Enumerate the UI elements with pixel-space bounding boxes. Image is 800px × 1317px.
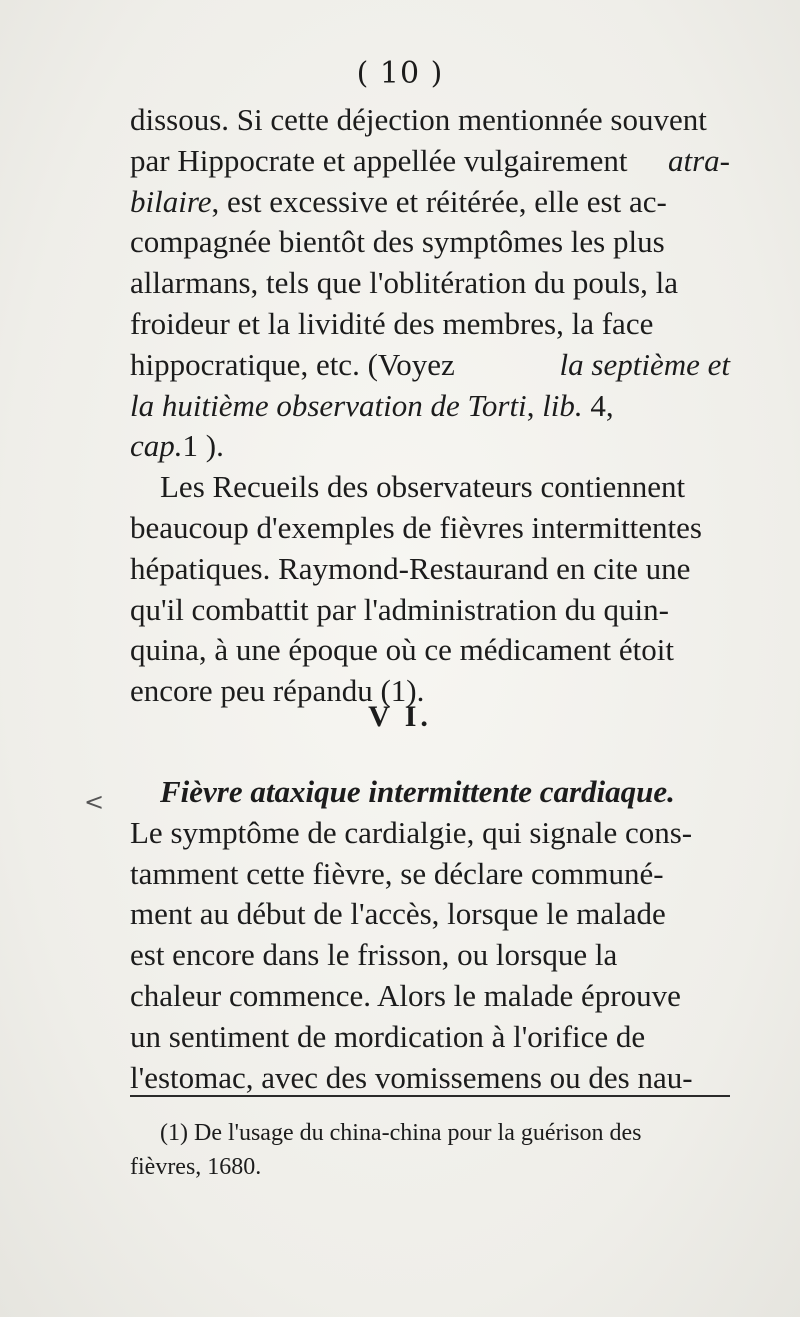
- footnote-line: fièvres, 1680.: [130, 1154, 262, 1180]
- text-line: chaleur commence. Alors le malade éprouve: [130, 977, 681, 1013]
- text-line: Le symptôme de cardialgie, qui signale cons-: [130, 814, 693, 850]
- text-line: la huitième observation de Torti, lib. 4,: [130, 387, 614, 423]
- text-line: l'estomac, avec des vomissemens ou des nau-: [130, 1059, 693, 1095]
- paragraph-3: [130, 772, 730, 1098]
- footnote: [130, 1116, 730, 1184]
- text-line: hépatiques. Raymond-Restaurand en cite une: [130, 550, 691, 586]
- text-line: bilaire, est excessive et réitérée, elle est ac-: [130, 183, 667, 219]
- text-line: dissous. Si cette déjection mentionnée souvent: [130, 102, 707, 137]
- text-line: beaucoup d'exemples de fièvres intermittentes: [130, 509, 702, 545]
- text-line: est encore dans le frisson, ou lorsque la: [130, 937, 618, 973]
- page-number: ( 10 ): [356, 56, 444, 91]
- text-line: allarmans, tels que l'oblitération du pouls, la: [130, 265, 678, 301]
- paragraph-1: [130, 100, 730, 712]
- text-line: par Hippocrate et appellée vulgairement atra-: [130, 142, 730, 178]
- footnote-divider: [130, 1095, 730, 1097]
- section-title: Fièvre ataxique intermittente cardiaque.: [160, 774, 675, 809]
- text-line: ment au début de l'accès, lorsque le malade: [130, 896, 666, 932]
- margin-note: <: [84, 788, 105, 816]
- text-line: un sentiment de mordication à l'orifice de: [130, 1018, 646, 1054]
- text-line: qu'il combattit par l'administration du quin-: [130, 591, 669, 627]
- text-line: quina, à une époque où ce médicament étoit: [130, 632, 675, 668]
- text-line: compagnée bientôt des symptômes les plus: [130, 224, 665, 260]
- text-line: froideur et la lividité des membres, la face: [130, 305, 654, 341]
- text-line: hippocratique, etc. (Voyez la septième et: [130, 346, 730, 382]
- text-line: encore peu répandu (1).: [130, 673, 425, 709]
- text-line: Les Recueils des observateurs contiennent: [160, 469, 686, 505]
- section-heading: V I.: [368, 700, 432, 733]
- text-line: cap. 1 ).: [130, 428, 224, 464]
- footnote-line: (1) De l'usage du china-china pour la guérison des: [160, 1120, 642, 1146]
- text-line: tamment cette fièvre, se déclare communé-: [130, 855, 664, 891]
- section-title-line: [130, 772, 730, 813]
